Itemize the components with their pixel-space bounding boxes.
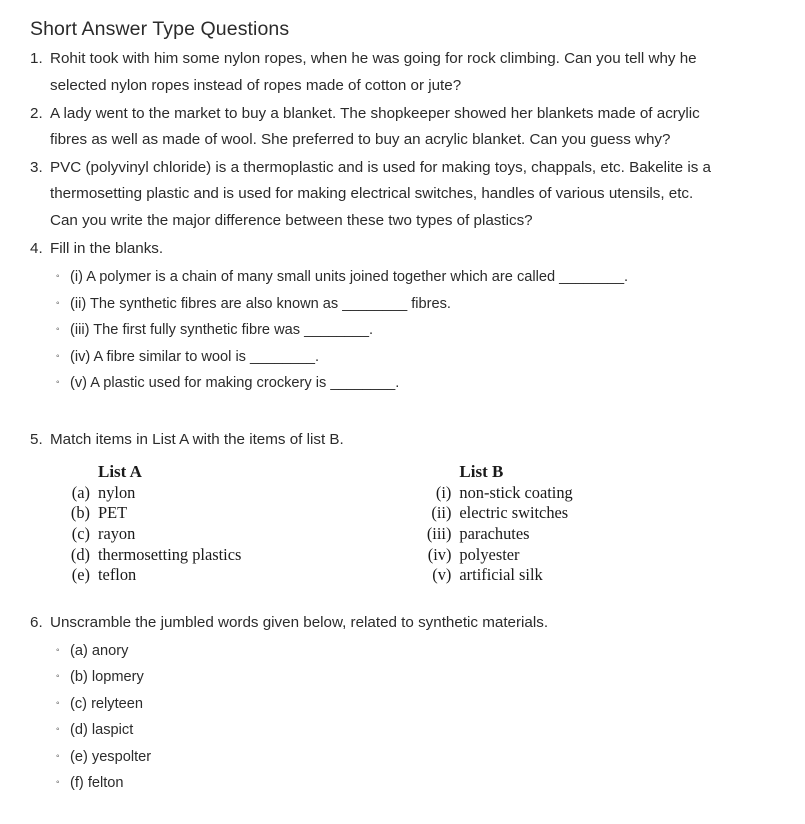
match-lists-table [0,461,805,586]
row-label: (e) [71,565,90,585]
row-value: non-stick coating [459,482,573,502]
table-row [417,545,572,566]
list-item [0,770,805,797]
list-item [0,291,805,318]
row-value: thermosetting plastics [98,544,242,564]
circle-bullet-icon: ◦ [56,377,60,389]
circle-bullet-icon: ◦ [56,777,60,789]
question-number: 3. [30,159,43,177]
list-item-label: (v) A plastic used for making crockery is ________. [70,375,400,392]
list-item [0,344,805,371]
table-row [417,565,572,586]
list-item-label: (c) relyteen [70,695,143,712]
row-label: (c) [71,523,90,543]
table-row [56,545,241,566]
spacer-cell [417,461,451,483]
question-5 [0,427,805,453]
list-a-column [56,461,241,586]
list-a-heading: List A [98,461,142,481]
list-item-label: (f) felton [70,775,124,792]
row-label: (i) [435,482,452,502]
row-value: electric switches [459,503,569,523]
row-label: (a) [71,482,90,502]
row-value: polyester [459,544,520,564]
list-item-label: (a) anory [70,642,129,659]
row-label: (b) [70,503,90,523]
question-list-continued [0,427,805,453]
spacer [0,397,805,427]
question-number: 4. [30,239,43,257]
list-item-label: (i) A polymer is a chain of many small units joined together which are called ________. [70,269,629,286]
list-item [0,717,805,744]
list-item-label: (iv) A fibre similar to wool is ________. [70,348,320,365]
question-list-final [0,610,805,636]
list-item [0,691,805,718]
row-value: artificial silk [459,565,543,585]
row-value: rayon [98,523,136,543]
question-4 [0,236,805,262]
row-value: parachutes [459,523,530,543]
circle-bullet-icon: ◦ [56,350,60,362]
unscramble-list [0,638,805,797]
list-item [0,664,805,691]
circle-bullet-icon: ◦ [56,697,60,709]
list-item [0,317,805,344]
table-row [56,483,241,504]
row-value: teflon [98,565,137,585]
question-text: Fill in the blanks. [50,239,164,257]
circle-bullet-icon: ◦ [56,671,60,683]
question-text: PVC (polyvinyl chloride) is a thermoplastic and is used for making toys, chappals, etc. Bakelite is a thermosetting plastic and is used for making electrical switches, handles of various utensils, etc. Can you write the major difference between these two types of plastics? [50,159,711,229]
table-row [417,483,572,504]
question-1 [0,46,805,98]
row-value: PET [98,503,128,523]
list-item [0,370,805,397]
question-number: 1. [30,50,43,68]
fill-in-the-blanks-list [0,264,805,397]
list-item-label: (ii) The synthetic fibres are also known as ________ fibres. [70,295,451,312]
question-6 [0,610,805,636]
circle-bullet-icon: ◦ [56,750,60,762]
list-item [0,744,805,771]
question-number: 2. [30,104,43,122]
circle-bullet-icon: ◦ [56,724,60,736]
list-item [0,638,805,665]
list-b-column [417,461,572,586]
question-list [0,46,805,262]
spacer [0,586,805,610]
table-row [56,524,241,545]
row-label: (iii) [426,523,452,543]
page-title: Short Answer Type Questions [30,18,290,40]
list-b-heading: List B [459,461,504,481]
question-text: Match items in List A with the items of list B. [50,430,344,448]
list-b-header-row [417,461,572,483]
circle-bullet-icon: ◦ [56,324,60,336]
row-label: (v) [432,565,452,585]
row-label: (ii) [431,503,452,523]
list-a-header-row [56,461,241,483]
table-row [417,503,572,524]
question-number: 6. [30,613,43,631]
question-number: 5. [30,430,43,448]
list-item-label: (iii) The first fully synthetic fibre was ________. [70,322,374,339]
table-row [56,565,241,586]
table-row [417,524,572,545]
list-item [0,264,805,291]
spacer-cell [56,461,90,483]
circle-bullet-icon: ◦ [56,644,60,656]
question-2 [0,101,805,153]
question-text: Rohit took with him some nylon ropes, when he was going for rock climbing. Can you tell why he selected nylon ropes instead of ropes made of cotton or jute? [50,50,697,94]
list-item-label: (d) laspict [70,722,134,739]
list-item-label: (e) yespolter [70,748,152,765]
row-label: (d) [70,544,90,564]
question-3 [0,155,805,234]
question-text: A lady went to the market to buy a blanket. The shopkeeper showed her blankets made of acrylic fibres as well as made of wool. She preferred to buy an acrylic blanket. Can you guess why? [50,104,700,149]
circle-bullet-icon: ◦ [56,271,60,283]
table-row [56,503,241,524]
row-label: (iv) [427,544,452,564]
circle-bullet-icon: ◦ [56,297,60,309]
list-item-label: (b) lopmery [70,669,144,686]
question-text: Unscramble the jumbled words given below, related to synthetic materials. [50,613,549,631]
row-value: nylon [98,482,136,502]
